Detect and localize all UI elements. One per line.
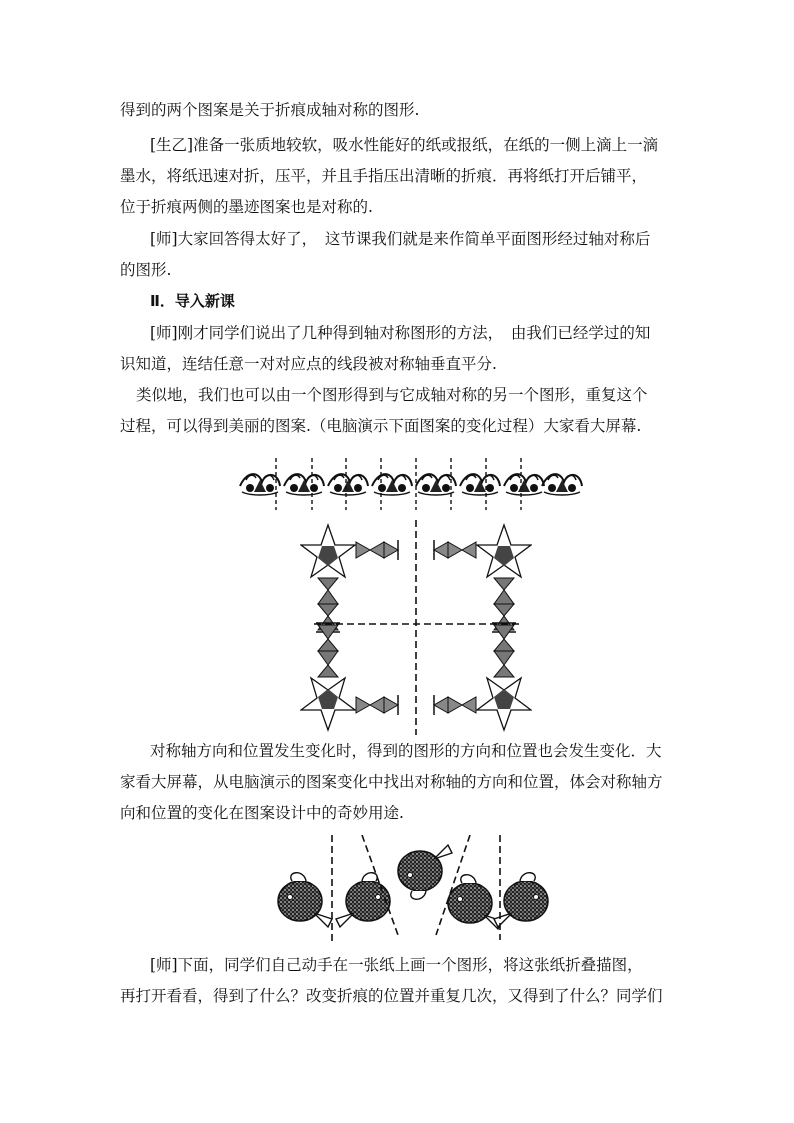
paragraph-line: 类似地，我们也可以由一个图形得到与它成轴对称的另一个图形，重复这个	[136, 386, 648, 404]
paragraph-line: [师]大家回答得太好了， 这节课我们就是来作简单平面图形经过轴对称后	[150, 230, 651, 248]
fish-icon	[270, 835, 570, 945]
floral-border-icon	[236, 458, 586, 510]
paragraph-line: 家看大屏幕，从电脑演示的图案变化中找出对称轴的方向和位置，体会对称轴方	[120, 773, 663, 791]
triangle-corner-icon	[300, 520, 532, 735]
paragraph-line: 对称轴方向和位置发生变化时，得到的图形的方向和位置也会发生变化．大	[150, 742, 662, 760]
paragraph-line: 位于折痕两侧的墨迹图案也是对称的.	[120, 198, 373, 216]
paragraph-line: 向和位置的变化在图案设计中的奇妙用途.	[120, 804, 404, 822]
paragraph-line: 的图形.	[120, 261, 172, 279]
paragraph-line: 再打开看看，得到了什么？改变折痕的位置并重复几次，又得到了什么？同学们	[120, 987, 663, 1005]
paragraph-line: [师]下面，同学们自己动手在一张纸上画一个图形，将这张纸折叠描图，	[150, 956, 643, 974]
paragraph-line: [师]刚才同学们说出了几种得到轴对称图形的方法， 由我们已经学过的知	[150, 324, 651, 342]
paragraph-line: [生乙]准备一张质地较软，吸水性能好的纸或报纸，在纸的一侧上滴上一滴	[150, 136, 659, 154]
paragraph-line: 墨水，将纸迅速对折，压平，并且手指压出清晰的折痕．再将纸打开后铺平，	[120, 167, 648, 185]
section-heading: Ⅱ．导入新课	[150, 292, 235, 310]
paragraph-line: 得到的两个图案是关于折痕成轴对称的图形.	[120, 101, 420, 119]
paragraph-line: 识知道，连结任意一对对应点的线段被对称轴垂直平分.	[120, 355, 497, 373]
paragraph-line: 过程，可以得到美丽的图案.（电脑演示下面图案的变化过程）大家看大屏幕.	[120, 417, 642, 435]
